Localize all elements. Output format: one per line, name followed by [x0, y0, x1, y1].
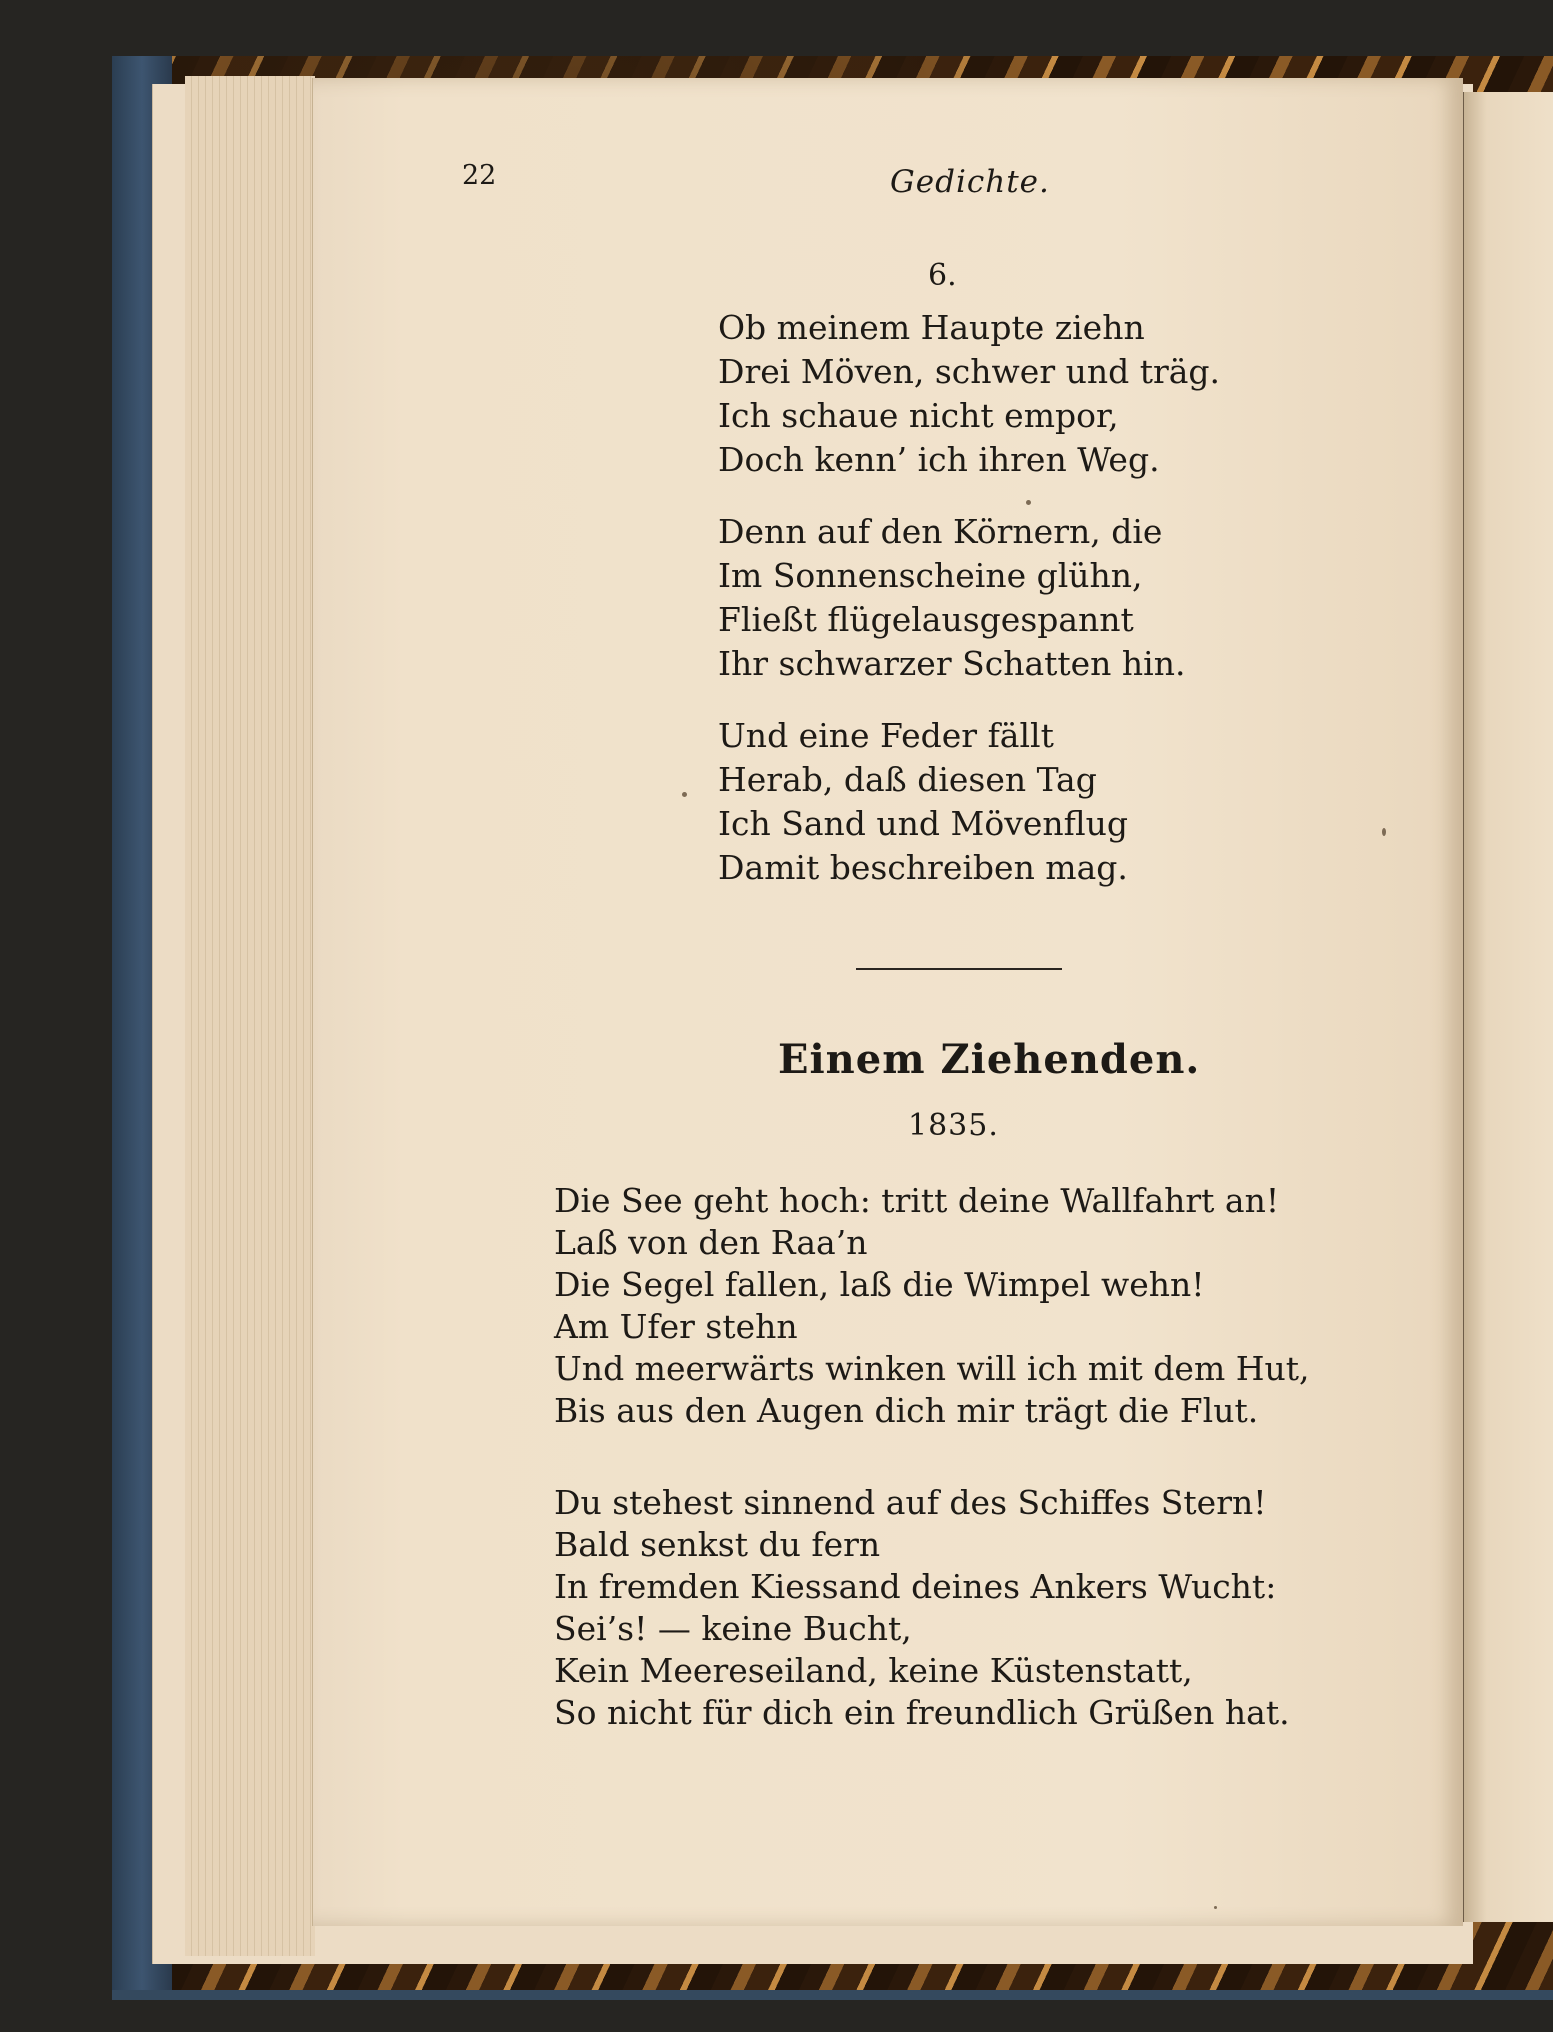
verse-line: So nicht für dich ein freundlich Grüßen hat. [554, 1693, 1290, 1732]
verse-line: In fremden Kiessand deines Ankers Wucht: [554, 1567, 1277, 1606]
verse-line: Ich schaue nicht empor, [718, 396, 1119, 435]
verse-line: Doch kenn’ ich ihren Weg. [718, 440, 1160, 479]
facing-page [1462, 92, 1553, 1922]
page-number: 22 [462, 160, 497, 191]
paper-speck [1026, 500, 1031, 505]
verse-line: Laß von den Raa’n [554, 1223, 868, 1262]
verse-line: Denn auf den Körnern, die [718, 512, 1163, 551]
verse-line: Im Sonnenscheine glühn, [718, 556, 1143, 595]
poem-stanza-5 [554, 1482, 1290, 1734]
verse-line: Damit beschreiben mag. [718, 848, 1128, 887]
verse-line: Bis aus den Augen dich mir trägt die Flut. [554, 1391, 1259, 1430]
poem-title: Einem Ziehenden. [778, 1036, 1201, 1083]
verse-line: Die See geht hoch: tritt deine Wallfahrt an! [554, 1181, 1280, 1220]
verse-line: Die Segel fallen, laß die Wimpel wehn! [554, 1265, 1205, 1304]
paper-speck [1214, 1906, 1217, 1909]
verse-line: Du stehest sinnend auf des Schiffes Stern! [554, 1483, 1267, 1522]
verse-line: Bald senkst du fern [554, 1525, 881, 1564]
section-divider [856, 968, 1062, 970]
verse-line: Am Ufer stehn [554, 1307, 798, 1346]
page-edges [185, 76, 315, 1956]
running-head: Gedichte. [890, 164, 1050, 200]
verse-line: Sei’s! — keine Bucht, [554, 1609, 912, 1648]
paper-speck [1382, 828, 1386, 836]
verse-line: Fließt flügelausgespannt [718, 600, 1134, 639]
verse-line: Herab, daß diesen Tag [718, 760, 1097, 799]
verse-line: Kein Meereseiland, keine Küstenstatt, [554, 1651, 1193, 1690]
poem-stanza-3 [718, 714, 1128, 890]
verse-line: Und meerwärts winken will ich mit dem Hut, [554, 1349, 1310, 1388]
paper-speck [682, 792, 687, 797]
poem-number: 6. [928, 258, 957, 293]
verse-line: Drei Möven, schwer und träg. [718, 352, 1221, 391]
poem-stanza-2 [718, 510, 1185, 686]
poem-year: 1835. [908, 1108, 999, 1143]
verse-line: Ihr schwarzer Schatten hin. [718, 644, 1186, 683]
poem-stanza-4 [554, 1180, 1310, 1432]
verse-line: Und eine Feder fällt [718, 716, 1054, 755]
verse-line: Ob meinem Haupte ziehn [718, 308, 1145, 347]
verse-line: Ich Sand und Mövenflug [718, 804, 1129, 843]
poem-stanza-1 [718, 306, 1220, 482]
cover-edge-cloth [112, 1990, 1553, 2000]
